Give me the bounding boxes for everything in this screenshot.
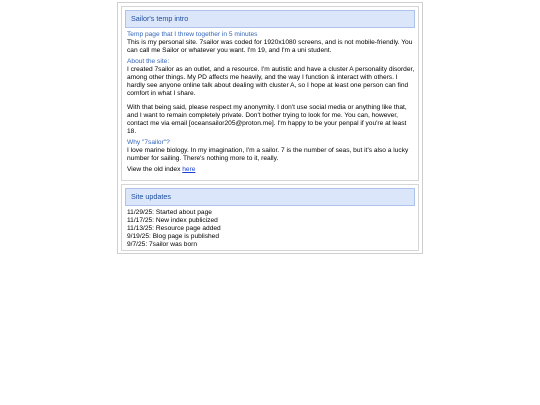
section-title-temp-page: Temp page that I threw together in 5 minutes	[127, 31, 258, 38]
update-list	[127, 209, 415, 249]
updates-panel-body	[127, 209, 415, 249]
about-paragraph-outlet: I created 7sailor as an outlet, and a resource. I'm autistic and have a cluster A personality disorder, among other things. My PD affects me heavily, and the way I function & interact with others. I hardly see anyone online talk about dealing with cluster A, so I hope at least one person can find comfort in what I share.	[127, 66, 415, 98]
intro-panel	[121, 6, 419, 181]
old-index-line	[127, 166, 415, 174]
updates-panel-header: Site updates	[125, 188, 415, 206]
about-paragraph-anonymity: With that being said, please respect my anonymity. I don't use social media or anything like that, and I want to remain completely private. Don't bother trying to look for me. You can, however, contact me via email [oceansailor205@proton.me]. I'm happy to be your penpal if you're at least 18.	[127, 103, 407, 135]
old-index-text: View the old index	[127, 165, 183, 173]
section-title-about-site: About the site:	[127, 58, 170, 66]
intro-section-about-site	[127, 58, 415, 136]
update-item: 9/19/25: Blog page is published	[127, 233, 220, 241]
why-paragraph: I love marine biology. In my imagination, I'm a sailor. 7 is the number of seas, but it's also a lucky number for sailing. There's nothing more to it, really.	[127, 146, 409, 162]
intro-paragraph: This is my personal site. 7sailor was coded for 1920x1080 screens, and is not mobile-friendly. You can call me Sailor or whatever you want. I'm 19, and I'm a uni student.	[127, 39, 413, 55]
update-item: 11/29/25: Started about page	[127, 209, 212, 216]
page-container	[117, 2, 423, 254]
update-item: 11/13/25: Resource page added	[127, 225, 221, 233]
update-item: 9/7/25: 7sailor was born	[127, 241, 198, 249]
update-item: 11/17/25: New index publicized	[127, 217, 218, 225]
section-title-why-7sailor: Why "7sailor"?	[127, 138, 170, 146]
intro-section-why-7sailor	[127, 139, 415, 163]
intro-panel-header: Sailor's temp intro	[125, 10, 415, 28]
intro-panel-body	[127, 31, 415, 174]
intro-section-temp-page	[127, 31, 415, 55]
old-index-link[interactable]: here	[182, 165, 196, 173]
updates-panel	[121, 184, 419, 251]
